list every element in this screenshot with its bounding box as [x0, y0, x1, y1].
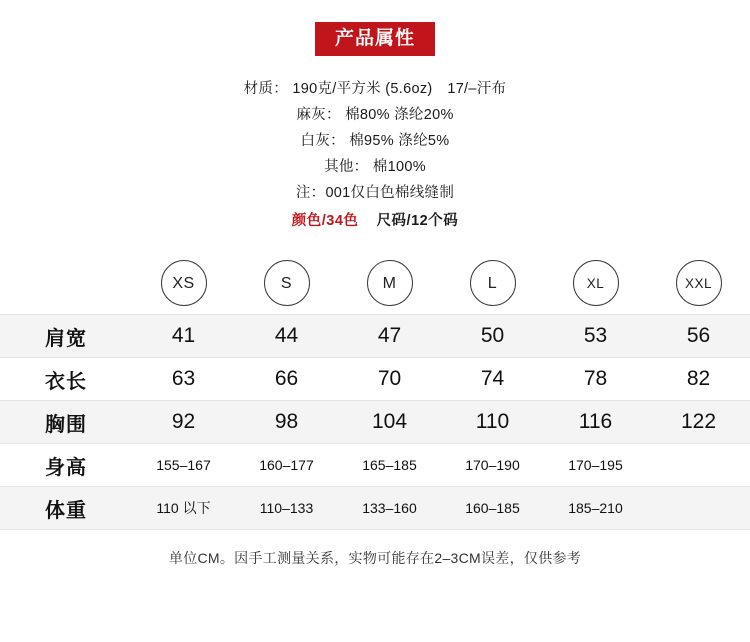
cell-weight-m: 133–160	[338, 487, 441, 530]
cell-length-xl: 78	[544, 358, 647, 401]
cell-length-l: 74	[441, 358, 544, 401]
table-row	[0, 358, 750, 401]
row-label-height: 身高	[0, 444, 132, 487]
spec-line-white-gray: 白灰： 棉95% 涤纶5%	[300, 133, 450, 149]
table-row	[0, 444, 750, 487]
cell-length-xxl: 82	[647, 358, 750, 401]
size-header-cell	[338, 252, 441, 315]
measurement-disclaimer: 单位CM。因手工测量关系，实物可能存在2–3CM误差，仅供参考	[0, 529, 750, 568]
cell-length-xs: 63	[132, 358, 235, 401]
cell-weight-xl: 185–210	[544, 487, 647, 530]
spec-line-other: 其他： 棉100%	[324, 159, 426, 175]
size-header-cell	[544, 252, 647, 315]
row-label-chest: 胸围	[0, 401, 132, 444]
cell-weight-s: 110–133	[235, 487, 338, 530]
size-header-cell	[235, 252, 338, 315]
cell-shoulder-m: 47	[338, 315, 441, 358]
table-row	[0, 315, 750, 358]
cell-shoulder-l: 50	[441, 315, 544, 358]
cell-weight-xxl	[647, 487, 750, 530]
size-header-cell	[647, 252, 750, 315]
size-header-cell	[132, 252, 235, 315]
cell-shoulder-xl: 53	[544, 315, 647, 358]
cell-chest-s: 98	[235, 401, 338, 444]
cell-height-m: 165–185	[338, 444, 441, 487]
title-container	[0, 0, 750, 56]
cell-chest-m: 104	[338, 401, 441, 444]
size-count-label: 尺码/12个码	[376, 213, 459, 229]
size-table	[0, 252, 750, 529]
cell-chest-l: 110	[441, 401, 544, 444]
size-badge-s: S	[264, 260, 310, 306]
spec-list	[0, 76, 750, 234]
cell-height-xl: 170–195	[544, 444, 647, 487]
cell-weight-xs: 110 以下	[132, 487, 235, 530]
cell-shoulder-s: 44	[235, 315, 338, 358]
row-label-length: 衣长	[0, 358, 132, 401]
table-row	[0, 401, 750, 444]
size-header-row	[0, 252, 750, 315]
size-header-cell	[441, 252, 544, 315]
cell-shoulder-xxl: 56	[647, 315, 750, 358]
cell-shoulder-xs: 41	[132, 315, 235, 358]
size-badge-xs: XS	[161, 260, 207, 306]
cell-length-m: 70	[338, 358, 441, 401]
size-badge-xl: XL	[573, 260, 619, 306]
spec-line-variants	[0, 208, 750, 234]
size-table-container	[0, 252, 750, 529]
color-count-label: 颜色/34色	[291, 213, 359, 229]
size-badge-xxl: XXL	[676, 260, 722, 306]
cell-height-xxl	[647, 444, 750, 487]
cell-height-xs: 155–167	[132, 444, 235, 487]
size-badge-m: M	[367, 260, 413, 306]
page-title: 产品属性	[315, 22, 435, 56]
table-row	[0, 487, 750, 530]
cell-height-l: 170–190	[441, 444, 544, 487]
cell-weight-l: 160–185	[441, 487, 544, 530]
cell-chest-xl: 116	[544, 401, 647, 444]
size-badge-l: L	[470, 260, 516, 306]
cell-height-s: 160–177	[235, 444, 338, 487]
row-label-shoulder: 肩宽	[0, 315, 132, 358]
row-label-weight: 体重	[0, 487, 132, 530]
cell-length-s: 66	[235, 358, 338, 401]
spec-line-heather-gray: 麻灰： 棉80% 涤纶20%	[296, 107, 454, 123]
spec-line-note: 注：001仅白色棉线缝制	[295, 185, 455, 201]
cell-chest-xxl: 122	[647, 401, 750, 444]
cell-chest-xs: 92	[132, 401, 235, 444]
spec-line-material: 材质： 190克/平方米 (5.6oz) 17/–汗布	[243, 81, 507, 97]
header-corner-cell	[0, 252, 132, 315]
